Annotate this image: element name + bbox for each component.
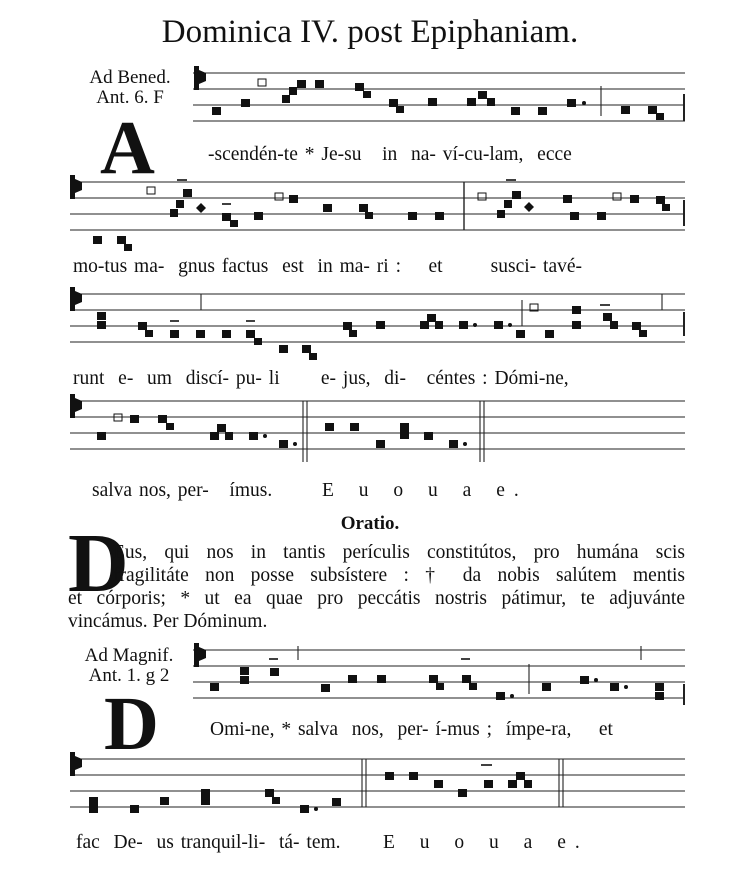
antiphon-mode-label: Ant. 1. g 2 [88, 665, 170, 686]
benedictus-initial: A [100, 106, 155, 190]
staff-1 [193, 73, 685, 121]
prayer-line-4: vincámus. Per Dóminum. [68, 611, 268, 632]
magnificat-initial: D [104, 682, 159, 766]
euouae-magnificat: E u o u a e. [383, 832, 589, 853]
magnificat-antiphon-label [66, 646, 192, 686]
page-title: Dominica IV. post Epiphaniam. [161, 14, 579, 50]
lyric-line-6: fac De- us tranquil-li- tá- tem. [76, 832, 341, 853]
prayer-line-2: fragilitáte non posse subsístere : † da nobis salútem mentis [113, 565, 685, 586]
neumes [89, 79, 670, 813]
lyric-line-4: salva nos, per- ímus. [92, 480, 273, 501]
staff-3 [70, 294, 685, 342]
lyric-line-5: Omi-ne, * salva nos, per- í-mus ; ímpe-ra, et [210, 719, 613, 740]
euouae-benedictus: E u o u a e. [322, 480, 528, 501]
oratio-heading: Oratio. [340, 513, 400, 534]
lyric-line-3: runt e- um discí- pu- li e- jus, di- céntes : Dómi-ne, [73, 368, 569, 389]
lyric-line-1: -scendén-te * Je-su in na- ví-cu-lam, ecce [208, 144, 572, 165]
oratio-initial: D [68, 517, 129, 610]
antiphon-office-label: Ad Magnif. [84, 645, 174, 666]
lyric-line-2: mo-tus ma- gnus factus est in ma- ri : et susci- tavé- [73, 256, 583, 277]
antiphon-mode-label: Ant. 6. F [96, 87, 164, 108]
staff-2 [70, 182, 685, 230]
prayer-line-3: et córporis; * ut ea quae pro peccátis nostris pátimur, te adjuvánte [68, 588, 685, 609]
prayer-line-1: Eus, qui nos in tantis perículis constitútos, pro humána scis [113, 542, 685, 563]
antiphon-office-label: Ad Bened. [89, 67, 171, 88]
